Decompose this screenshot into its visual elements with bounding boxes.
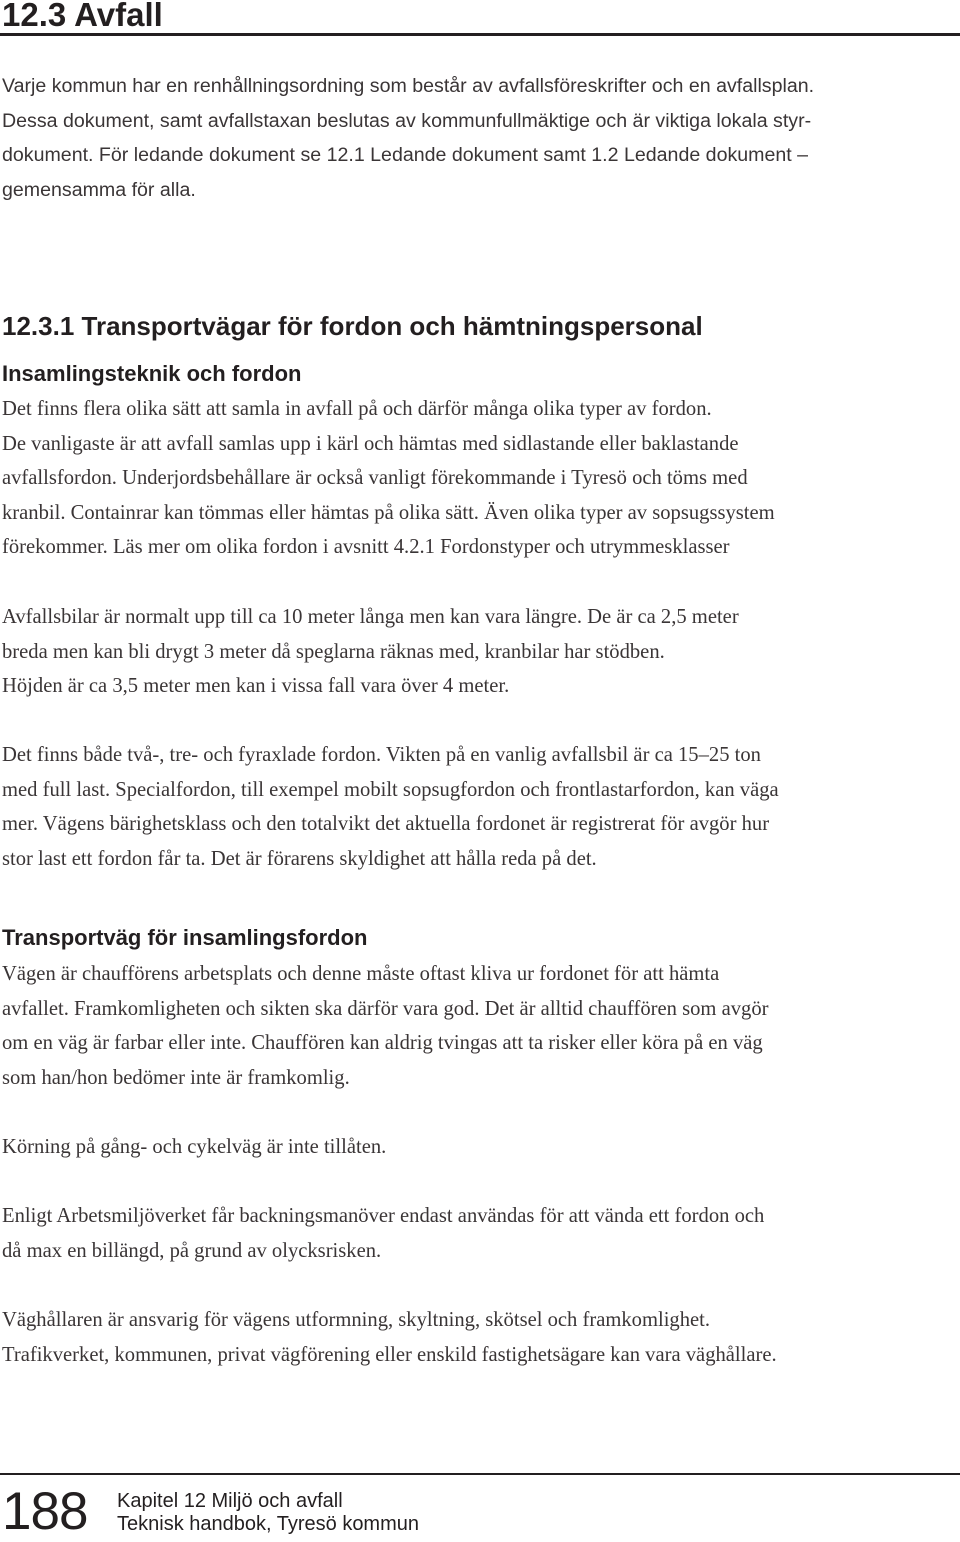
section-title: 12.3 Avfall <box>2 0 163 33</box>
text-line: Avfallsbilar är normalt upp till ca 10 meter långa men kan vara längre. De är ca 2,5 meter <box>2 606 739 628</box>
text-line: Enligt Arbetsmiljöverket får backningsmanöver endast användas för att vända ett fordon och <box>2 1205 765 1227</box>
paragraph-3 <box>2 738 779 876</box>
paragraph-2 <box>2 600 739 704</box>
text-line: De vanligaste är att avfall samlas upp i kärl och hämtas med sidlastande eller baklastande <box>2 432 739 455</box>
text-line: gemensamma för alla. <box>2 178 196 201</box>
text-line: Trafikverket, kommunen, privat vägförening eller enskild fastighetsägare kan vara väghållare. <box>2 1343 777 1366</box>
text-line: Vägen är chaufförens arbetsplats och denne måste oftast kliva ur fordonet för att hämta <box>2 963 720 985</box>
text-line: med full last. Specialfordon, till exempel mobilt sopsugfordon och frontlastarfordon, kan väga <box>2 778 779 801</box>
footer-book: Teknisk handbok, Tyresö kommun <box>117 1513 420 1535</box>
footer-rule <box>0 1473 960 1475</box>
paragraph-1 <box>2 392 775 565</box>
text-line: som han/hon bedömer inte är framkomlig. <box>2 1066 350 1089</box>
text-line: dokument. För ledande dokument se 12.1 Ledande dokument samt 1.2 Ledande dokument – <box>2 144 809 166</box>
text-line: kranbil. Containrar kan tömmas eller hämtas på olika sätt. Även olika typer av sopsugssystem <box>2 501 775 524</box>
text-line: då max en billängd, på grund av olycksrisken. <box>2 1239 382 1262</box>
text-line: Körning på gång- och cykelväg är inte tillåten. <box>2 1136 387 1158</box>
text-line: förekommer. Läs mer om olika fordon i avsnitt 4.2.1 Fordonstyper och utrymmesklasser <box>2 536 730 559</box>
text-line: stor last ett fordon får ta. Det är förarens skyldighet att hålla reda på det. <box>2 847 597 870</box>
text-line: om en väg är farbar eller inte. Chauffören kan aldrig tvingas att ta risker eller köra på en väg <box>2 1032 763 1055</box>
subsection-title: 12.3.1 Transportvägar för fordon och hämtningspersonal <box>2 311 703 341</box>
text-line: avfallsfordon. Underjordsbehållare är också vanligt förekommande i Tyresö och töms med <box>2 467 748 490</box>
paragraph-6 <box>2 1199 764 1268</box>
intro-paragraph <box>2 69 952 207</box>
paragraph-7 <box>2 1303 777 1372</box>
text-line: mer. Vägens bärighetsklass och den totalvikt det aktuella fordonet är registrerat för avgör hur <box>2 813 770 836</box>
paragraph-4 <box>2 957 768 1095</box>
text-line: Varje kommun har en renhållningsordning som består av avfallsföreskrifter och en avfallsplan. <box>2 75 815 97</box>
text-line: Dessa dokument, samt avfallstaxan beslutas av kommunfullmäktige och är viktiga lokala styr- <box>2 109 812 132</box>
text-line: Det finns både två-, tre- och fyraxlade fordon. Vikten på en vanlig avfallsbil är ca 15–25 ton <box>2 744 761 766</box>
page-number: 188 <box>2 1482 88 1541</box>
paragraph-5 <box>2 1130 386 1165</box>
text-line: breda men kan bli drygt 3 meter då speglarna räknas med, kranbilar har stödben. <box>2 640 665 663</box>
footer-chapter: Kapitel 12 Miljö och avfall <box>117 1490 343 1512</box>
text-line: Väghållaren är ansvarig för vägens utformning, skyltning, skötsel och framkomlighet. <box>2 1309 711 1331</box>
title-rule <box>0 33 960 36</box>
heading-transportvag: Transportväg för insamlingsfordon <box>2 925 368 950</box>
text-line: Det finns flera olika sätt att samla in avfall på och därför många olika typer av fordon. <box>2 398 712 420</box>
text-line: Höjden är ca 3,5 meter men kan i vissa fall vara över 4 meter. <box>2 675 510 698</box>
text-line: avfallet. Framkomligheten och sikten ska därför vara god. Det är alltid chauffören som avgör <box>2 997 769 1020</box>
heading-insamlingsteknik: Insamlingsteknik och fordon <box>2 361 302 386</box>
